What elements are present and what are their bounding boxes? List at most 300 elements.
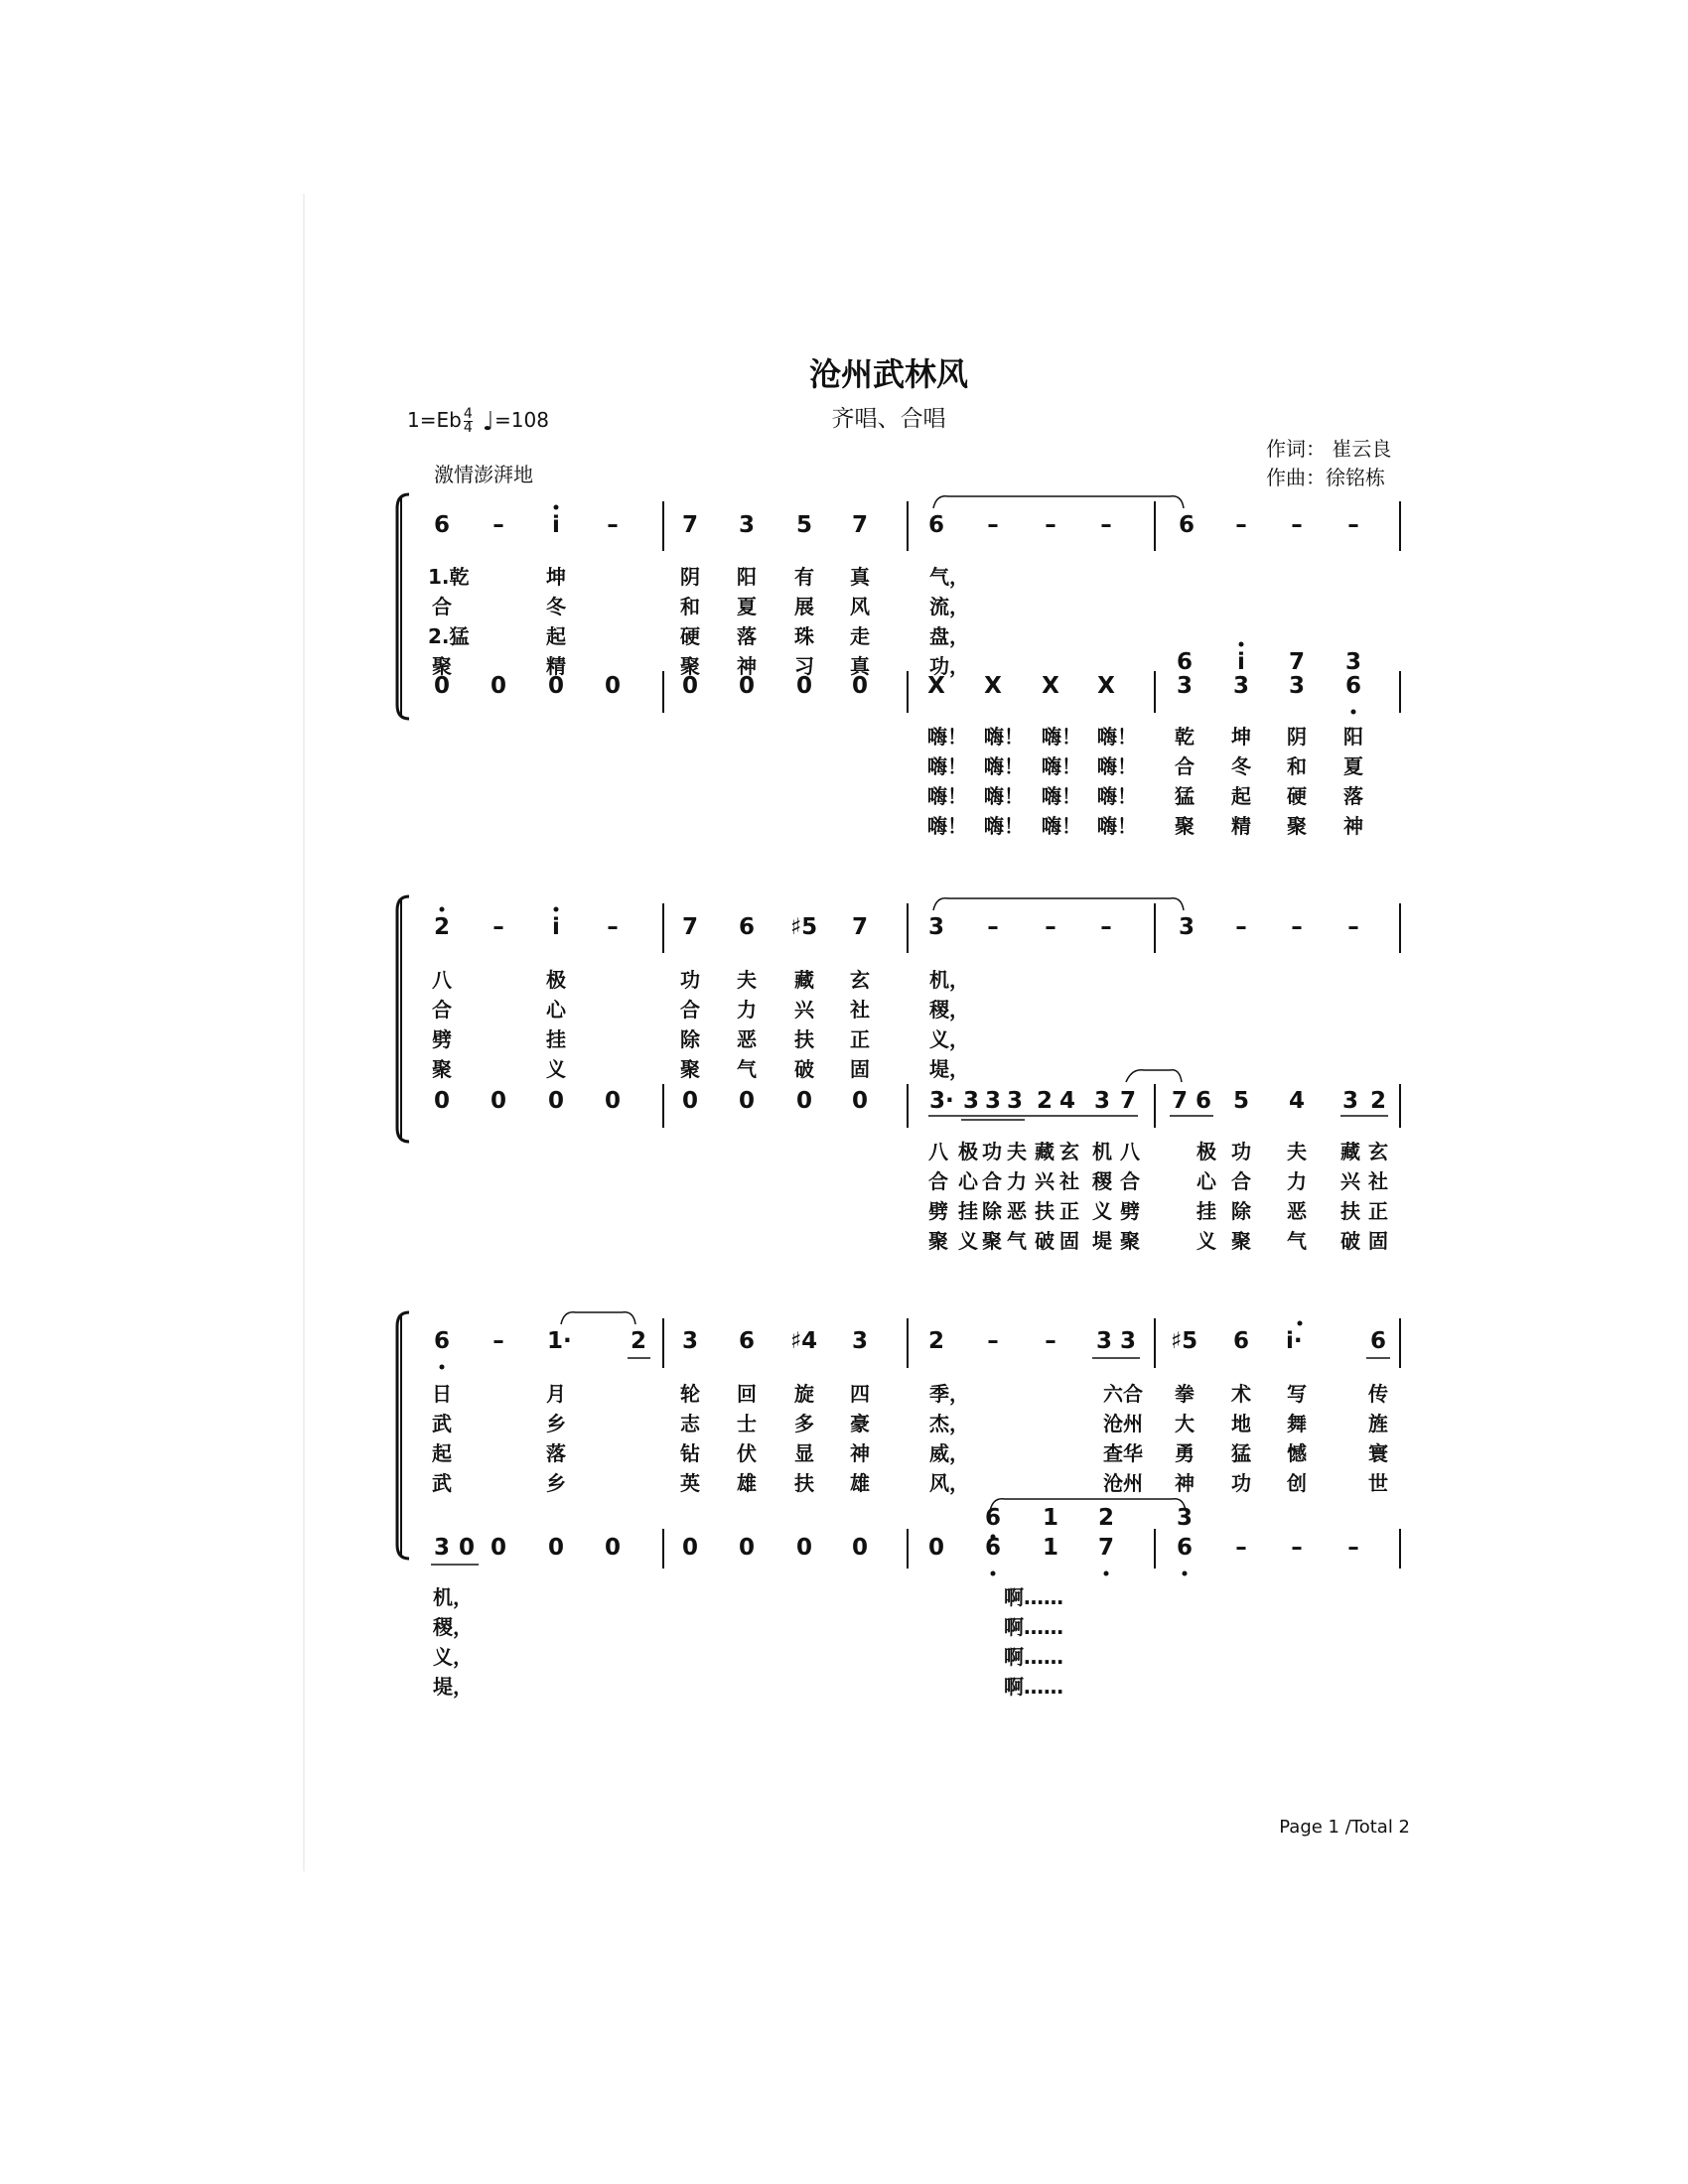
- lyric-syllable: 合: [1231, 1169, 1251, 1193]
- note: 1·: [547, 1328, 572, 1354]
- lyric-syllable: 真: [850, 654, 870, 678]
- lyric-syllable: 力: [1287, 1169, 1307, 1193]
- lyric-syllable: 聚: [432, 654, 452, 678]
- lyric-syllable: 破: [1035, 1229, 1055, 1253]
- note: –: [1291, 914, 1303, 940]
- note: 7: [681, 914, 698, 940]
- note: –: [607, 914, 619, 940]
- lyric-syllable: 社: [1059, 1169, 1079, 1193]
- lyric-syllable: 阴: [680, 565, 700, 589]
- note: 0: [433, 673, 450, 699]
- lyric-syllable: 六合: [1103, 1382, 1143, 1406]
- lyric-syllable: 合: [1120, 1169, 1140, 1193]
- lyric-syllable: 硬: [680, 624, 700, 648]
- note: 1: [1042, 1535, 1058, 1561]
- lyric-syllable: 正: [1059, 1199, 1079, 1223]
- lyric-syllable: 冬: [546, 595, 566, 618]
- lyric-syllable: 乾: [1175, 725, 1195, 749]
- lyric-syllable: 展: [794, 595, 814, 618]
- lyric-syllable: 2.猛: [428, 624, 470, 648]
- lyric-syllable: 回: [737, 1382, 757, 1406]
- note: 7: [681, 512, 698, 538]
- expression-mark: 激情澎湃地: [434, 463, 533, 486]
- note: 3: [1178, 914, 1195, 940]
- note: –: [987, 1328, 999, 1354]
- lyric-syllable: 扶: [794, 1471, 814, 1495]
- lyric-syllable: 心: [1196, 1169, 1216, 1193]
- note: 6: [1369, 1328, 1386, 1354]
- lyric-syllable: 落: [546, 1441, 566, 1465]
- note: 6: [1195, 1088, 1211, 1114]
- note: –: [492, 1328, 504, 1354]
- lyric-syllable: 合: [1175, 754, 1195, 778]
- lyric-syllable: 起: [546, 624, 566, 648]
- lyric-syllable: 风: [850, 595, 870, 618]
- note: 3: [1288, 673, 1305, 699]
- note: X: [927, 673, 945, 699]
- note: 6: [433, 512, 450, 538]
- note: 2: [433, 914, 450, 940]
- lyric-syllable: 憾: [1287, 1441, 1307, 1465]
- lyric-syllable: 兴: [794, 998, 814, 1022]
- lyric-syllable: 习: [794, 654, 814, 678]
- note: 2: [927, 1328, 944, 1354]
- lyric-syllable: 扶: [1035, 1199, 1055, 1223]
- note: 4: [1288, 1088, 1305, 1114]
- note: i: [552, 914, 560, 940]
- lyric-syllable: 坤: [546, 565, 566, 589]
- lyric-syllable: 聚: [982, 1229, 1002, 1253]
- lyric-syllable: 神: [1175, 1471, 1195, 1495]
- lyric-syllable: 夫: [737, 968, 757, 992]
- note: 0: [851, 1535, 868, 1561]
- lyric-syllable: 气: [737, 1057, 757, 1081]
- lyric-syllable: 精: [546, 654, 566, 678]
- lyric-syllable: 沧州: [1103, 1412, 1143, 1435]
- note: 0: [490, 1535, 506, 1561]
- lyric-syllable: 恶: [1287, 1199, 1307, 1223]
- note: 0: [738, 673, 755, 699]
- note: 0: [738, 1535, 755, 1561]
- lyric-syllable: 兴: [1340, 1169, 1360, 1193]
- lyric-syllable: 心: [546, 998, 566, 1022]
- lyric-syllable: 破: [1340, 1229, 1360, 1253]
- lyric-syllable: 嗨！: [927, 784, 967, 808]
- lyric-syllable: 夏: [1343, 754, 1363, 778]
- note: 5: [1232, 1088, 1249, 1114]
- lyric-syllable: 机: [1092, 1140, 1112, 1163]
- lyric-syllable: 除: [1231, 1199, 1251, 1223]
- lyric-syllable: 啊……: [1004, 1615, 1063, 1639]
- note: 0: [681, 673, 698, 699]
- note: 6: [738, 914, 755, 940]
- note: 6: [1178, 512, 1195, 538]
- lyric-syllable: 聚: [1231, 1229, 1251, 1253]
- note: 3: [1119, 1328, 1136, 1354]
- song-title: 沧州武林风: [808, 355, 968, 393]
- note: 3: [1341, 1088, 1358, 1114]
- lyric-syllable: 合: [680, 998, 700, 1022]
- lyric-syllable: 有: [794, 565, 814, 589]
- note: 0: [681, 1088, 698, 1114]
- lyric-syllable: 聚: [680, 654, 700, 678]
- lyric-syllable: 1.乾: [428, 565, 470, 589]
- lyric-syllable: 藏: [1340, 1140, 1360, 1163]
- lyric-syllable: 嗨！: [927, 725, 967, 749]
- lyric-syllable: 堤，: [929, 1057, 969, 1081]
- lyric-syllable: 乡: [546, 1412, 566, 1435]
- note: 0: [795, 1535, 812, 1561]
- lyric-syllable: 聚: [928, 1229, 948, 1253]
- lyric-syllable: 轮: [680, 1382, 700, 1406]
- lyric-syllable: 劈: [1120, 1199, 1140, 1223]
- note: 7: [851, 512, 868, 538]
- lyric-syllable: 神: [737, 654, 757, 678]
- note: 0: [927, 1535, 944, 1561]
- lyric-syllable: 聚: [680, 1057, 700, 1081]
- note: –: [1291, 1535, 1303, 1561]
- note: X: [984, 673, 1002, 699]
- note: 3: [681, 1328, 698, 1354]
- lyric-syllable: 嗨！: [927, 814, 967, 838]
- lyric-syllable: 稷: [1092, 1169, 1112, 1193]
- note: 6: [984, 1505, 1001, 1531]
- lyric-syllable: 阴: [1287, 725, 1307, 749]
- note: 6: [738, 1328, 755, 1354]
- lyric-syllable: 英: [680, 1471, 700, 1495]
- note: 7: [851, 914, 868, 940]
- note: –: [987, 512, 999, 538]
- lyric-syllable: 士: [737, 1412, 757, 1435]
- lyric-syllable: 功: [982, 1140, 1002, 1163]
- note: 3: [738, 512, 755, 538]
- lyric-syllable: 合: [432, 595, 452, 618]
- lyric-syllable: 钻: [680, 1441, 700, 1465]
- lyric-syllable: 风，: [929, 1471, 969, 1495]
- lyric-syllable: 旋: [794, 1382, 814, 1406]
- page-number: Page 1 /Total 2: [1279, 1817, 1410, 1838]
- note: 6: [1232, 1328, 1249, 1354]
- lyric-syllable: 寰: [1368, 1441, 1388, 1465]
- note: 3: [1176, 673, 1193, 699]
- lyric-syllable: 固: [1059, 1229, 1079, 1253]
- lyric-syllable: 兴: [1035, 1169, 1055, 1193]
- lyric-syllable: 聚: [1287, 814, 1307, 838]
- lyric-syllable: 挂: [546, 1027, 566, 1051]
- note: 0: [490, 1088, 506, 1114]
- lyric-syllable: 堤，: [433, 1675, 473, 1699]
- lyric-syllable: 日: [432, 1382, 452, 1406]
- note: i: [1237, 649, 1245, 675]
- lyric-syllable: 扶: [1340, 1199, 1360, 1223]
- lyric-syllable: 嗨！: [1042, 814, 1081, 838]
- note: 6: [1176, 1535, 1193, 1561]
- lyric-syllable: 稷，: [929, 998, 969, 1022]
- note: 5: [795, 512, 812, 538]
- lyric-syllable: 聚: [1175, 814, 1195, 838]
- note: 0: [604, 1535, 621, 1561]
- lyric-syllable: 落: [737, 624, 757, 648]
- note: 7: [1097, 1535, 1114, 1561]
- lyric-syllable: 和: [680, 595, 700, 618]
- note: i·: [1286, 1328, 1303, 1354]
- lyric-syllable: 硬: [1287, 784, 1307, 808]
- lyric-syllable: 伏: [737, 1441, 757, 1465]
- lyric-syllable: 写: [1287, 1382, 1307, 1406]
- lyric-syllable: 阳: [737, 565, 757, 589]
- lyric-syllable: 武: [432, 1412, 452, 1435]
- note: 0: [547, 673, 564, 699]
- lyric-syllable: 八: [1120, 1140, 1140, 1163]
- note: –: [1347, 914, 1359, 940]
- note: –: [1235, 1535, 1247, 1561]
- lyric-syllable: 嗨！: [984, 784, 1024, 808]
- note: 6: [1176, 649, 1193, 675]
- note: –: [492, 512, 504, 538]
- lyric-syllable: 地: [1231, 1412, 1251, 1435]
- lyric-syllable: 冬: [1231, 754, 1251, 778]
- lyric-syllable: 啊……: [1004, 1675, 1063, 1699]
- lyric-syllable: 精: [1231, 814, 1251, 838]
- lyric-syllable: 正: [850, 1027, 870, 1051]
- lyric-syllable: 嗨！: [1097, 725, 1137, 749]
- lyric-syllable: 显: [794, 1441, 814, 1465]
- lyric-syllable: 传: [1368, 1382, 1388, 1406]
- lyric-syllable: 义，: [433, 1645, 473, 1669]
- lyric-syllable: 猛: [1175, 784, 1195, 808]
- note: 3: [1006, 1088, 1023, 1114]
- lyric-syllable: 固: [1368, 1229, 1388, 1253]
- lyric-syllable: 极: [1196, 1140, 1216, 1163]
- lyric-syllable: 固: [850, 1057, 870, 1081]
- note: 2: [1369, 1088, 1386, 1114]
- note: 0: [458, 1535, 475, 1561]
- lyric-syllable: 义: [1196, 1229, 1216, 1253]
- lyric-syllable: 坤: [1231, 725, 1251, 749]
- note: ♯5: [790, 914, 818, 940]
- lyric-syllable: 盘，: [929, 624, 969, 648]
- lyric-syllable: 嗨！: [984, 725, 1024, 749]
- lyric-syllable: 藏: [1035, 1140, 1055, 1163]
- lyric-syllable: 嗨！: [927, 754, 967, 778]
- lyric-syllable: 气，: [929, 565, 969, 589]
- note: X: [1097, 673, 1115, 699]
- tempo-label: =108: [494, 408, 549, 432]
- lyric-syllable: 珠: [794, 624, 814, 648]
- note: –: [1347, 1535, 1359, 1561]
- lyric-syllable: 雄: [737, 1471, 757, 1495]
- lyric-syllable: 拳: [1175, 1382, 1195, 1406]
- lyric-syllable: 极: [958, 1140, 978, 1163]
- lyric-syllable: 扶: [794, 1027, 814, 1051]
- lyric-syllable: 嗨！: [984, 814, 1024, 838]
- note: –: [1100, 512, 1112, 538]
- lyric-syllable: 大: [1175, 1412, 1195, 1435]
- note: –: [1235, 512, 1247, 538]
- quarter-note-icon: ♩: [482, 407, 495, 437]
- lyric-syllable: 神: [850, 1441, 870, 1465]
- lyric-syllable: 玄: [850, 968, 870, 992]
- lyric-syllable: 豪: [850, 1412, 870, 1435]
- lyric-syllable: 真: [850, 565, 870, 589]
- lyric-syllable: 流，: [929, 595, 969, 618]
- note: ♯5: [1171, 1328, 1198, 1354]
- note: 0: [547, 1535, 564, 1561]
- lyric-syllable: 社: [1368, 1169, 1388, 1193]
- lyric-syllable: 玄: [1368, 1140, 1388, 1163]
- note: 3: [851, 1328, 868, 1354]
- note: 3: [1344, 649, 1361, 675]
- lyric-syllable: 合: [432, 998, 452, 1022]
- note: –: [1045, 1328, 1056, 1354]
- lyric-syllable: 多: [794, 1412, 814, 1435]
- lyric-syllable: 合: [982, 1169, 1002, 1193]
- note: 0: [433, 1088, 450, 1114]
- key-label: 1=Eb: [407, 408, 462, 432]
- note: 3: [984, 1088, 1001, 1114]
- note: –: [1347, 512, 1359, 538]
- lyricist-credit: 作词： 崔云良: [1266, 437, 1392, 461]
- note: 0: [738, 1088, 755, 1114]
- lyric-syllable: 义: [1092, 1199, 1112, 1223]
- lyric-syllable: 嗨！: [1097, 784, 1137, 808]
- note: –: [1045, 512, 1056, 538]
- note: 3: [433, 1535, 450, 1561]
- lyric-syllable: 恶: [1007, 1199, 1027, 1223]
- time-denominator: 4: [463, 420, 473, 436]
- note: 0: [547, 1088, 564, 1114]
- note: 0: [851, 1088, 868, 1114]
- song-subtitle: 齐唱、合唱: [831, 406, 946, 432]
- lyric-syllable: 力: [737, 998, 757, 1022]
- note: 0: [795, 1088, 812, 1114]
- lyric-syllable: 稷，: [433, 1615, 473, 1639]
- lyric-syllable: 劈: [928, 1199, 948, 1223]
- lyric-syllable: 和: [1287, 754, 1307, 778]
- note: 3: [962, 1088, 979, 1114]
- note: 6: [984, 1535, 1001, 1561]
- note: X: [1042, 673, 1059, 699]
- note: –: [607, 512, 619, 538]
- note: –: [1291, 512, 1303, 538]
- lyric-syllable: 藏: [794, 968, 814, 992]
- note: –: [1100, 914, 1112, 940]
- note: –: [1045, 914, 1056, 940]
- lyric-syllable: 术: [1231, 1382, 1251, 1406]
- note: 7: [1288, 649, 1305, 675]
- lyric-syllable: 志: [680, 1412, 700, 1435]
- lyric-syllable: 机，: [929, 968, 969, 992]
- composer-credit: 作曲：徐铭栋: [1266, 466, 1385, 489]
- lyric-syllable: 功: [1231, 1140, 1251, 1163]
- note: 2: [1097, 1505, 1114, 1531]
- lyric-syllable: 杰，: [929, 1412, 969, 1435]
- lyric-syllable: 勇: [1175, 1441, 1195, 1465]
- lyric-syllable: 功: [680, 968, 700, 992]
- lyric-syllable: 聚: [432, 1057, 452, 1081]
- note: 3: [1232, 673, 1249, 699]
- lyric-syllable: 走: [850, 624, 870, 648]
- note: –: [1235, 914, 1247, 940]
- lyric-syllable: 力: [1007, 1169, 1027, 1193]
- lyric-syllable: 起: [432, 1441, 452, 1465]
- note: 3: [1093, 1088, 1110, 1114]
- lyric-syllable: 创: [1287, 1471, 1307, 1495]
- lyric-syllable: 旌: [1368, 1412, 1388, 1435]
- lyric-syllable: 功，: [929, 654, 969, 678]
- lyric-syllable: 落: [1343, 784, 1363, 808]
- note: 2: [1036, 1088, 1053, 1114]
- lyric-syllable: 除: [680, 1027, 700, 1051]
- lyric-syllable: 气: [1007, 1229, 1027, 1253]
- lyric-syllable: 恶: [737, 1027, 757, 1051]
- lyric-syllable: 聚: [1120, 1229, 1140, 1253]
- lyric-syllable: 乡: [546, 1471, 566, 1495]
- note: 0: [490, 673, 506, 699]
- lyric-syllable: 夫: [1007, 1140, 1027, 1163]
- lyric-syllable: 嗨！: [1042, 725, 1081, 749]
- lyric-syllable: 义: [958, 1229, 978, 1253]
- lyric-syllable: 除: [982, 1199, 1002, 1223]
- lyric-syllable: 季，: [929, 1382, 969, 1406]
- note: 0: [795, 673, 812, 699]
- lyric-syllable: 阳: [1343, 725, 1363, 749]
- lyric-syllable: 心: [958, 1169, 978, 1193]
- note: 0: [851, 673, 868, 699]
- lyric-syllable: 功: [1231, 1471, 1251, 1495]
- lyric-syllable: 嗨！: [984, 754, 1024, 778]
- lyric-syllable: 嗨！: [1042, 754, 1081, 778]
- lyric-syllable: 玄: [1059, 1140, 1079, 1163]
- lyric-syllable: 八: [432, 968, 452, 992]
- note: 6: [927, 512, 944, 538]
- time-numerator: 4: [463, 406, 473, 422]
- note: 3: [927, 914, 944, 940]
- lyric-syllable: 神: [1343, 814, 1363, 838]
- note: 0: [604, 673, 621, 699]
- lyric-syllable: 雄: [850, 1471, 870, 1495]
- lyric-syllable: 四: [850, 1382, 870, 1406]
- lyric-syllable: 义，: [929, 1027, 969, 1051]
- lyric-syllable: 夫: [1287, 1140, 1307, 1163]
- lyric-syllable: 挂: [958, 1199, 978, 1223]
- note: 3: [1176, 1505, 1193, 1531]
- lyric-syllable: 月: [546, 1382, 566, 1406]
- note: 6: [1344, 673, 1361, 699]
- note: 3: [1095, 1328, 1112, 1354]
- lyric-syllable: 起: [1231, 784, 1251, 808]
- note: –: [492, 914, 504, 940]
- lyric-syllable: 世: [1368, 1471, 1388, 1495]
- note: 3·: [929, 1088, 954, 1114]
- lyric-syllable: 机，: [433, 1585, 473, 1609]
- note: 7: [1171, 1088, 1188, 1114]
- lyric-syllable: 夏: [737, 595, 757, 618]
- lyric-syllable: 武: [432, 1471, 452, 1495]
- lyric-syllable: 猛: [1231, 1441, 1251, 1465]
- note: 2: [630, 1328, 646, 1354]
- note: 0: [681, 1535, 698, 1561]
- note: 6: [433, 1328, 450, 1354]
- octave-dots: [440, 505, 1356, 1576]
- lyric-syllable: 气: [1287, 1229, 1307, 1253]
- lyric-syllable: 合: [928, 1169, 948, 1193]
- note: 1: [1042, 1505, 1058, 1531]
- lyric-syllable: 社: [850, 998, 870, 1022]
- lyric-syllable: 正: [1368, 1199, 1388, 1223]
- lyric-syllable: 破: [794, 1057, 814, 1081]
- lyric-syllable: 查华: [1103, 1441, 1143, 1465]
